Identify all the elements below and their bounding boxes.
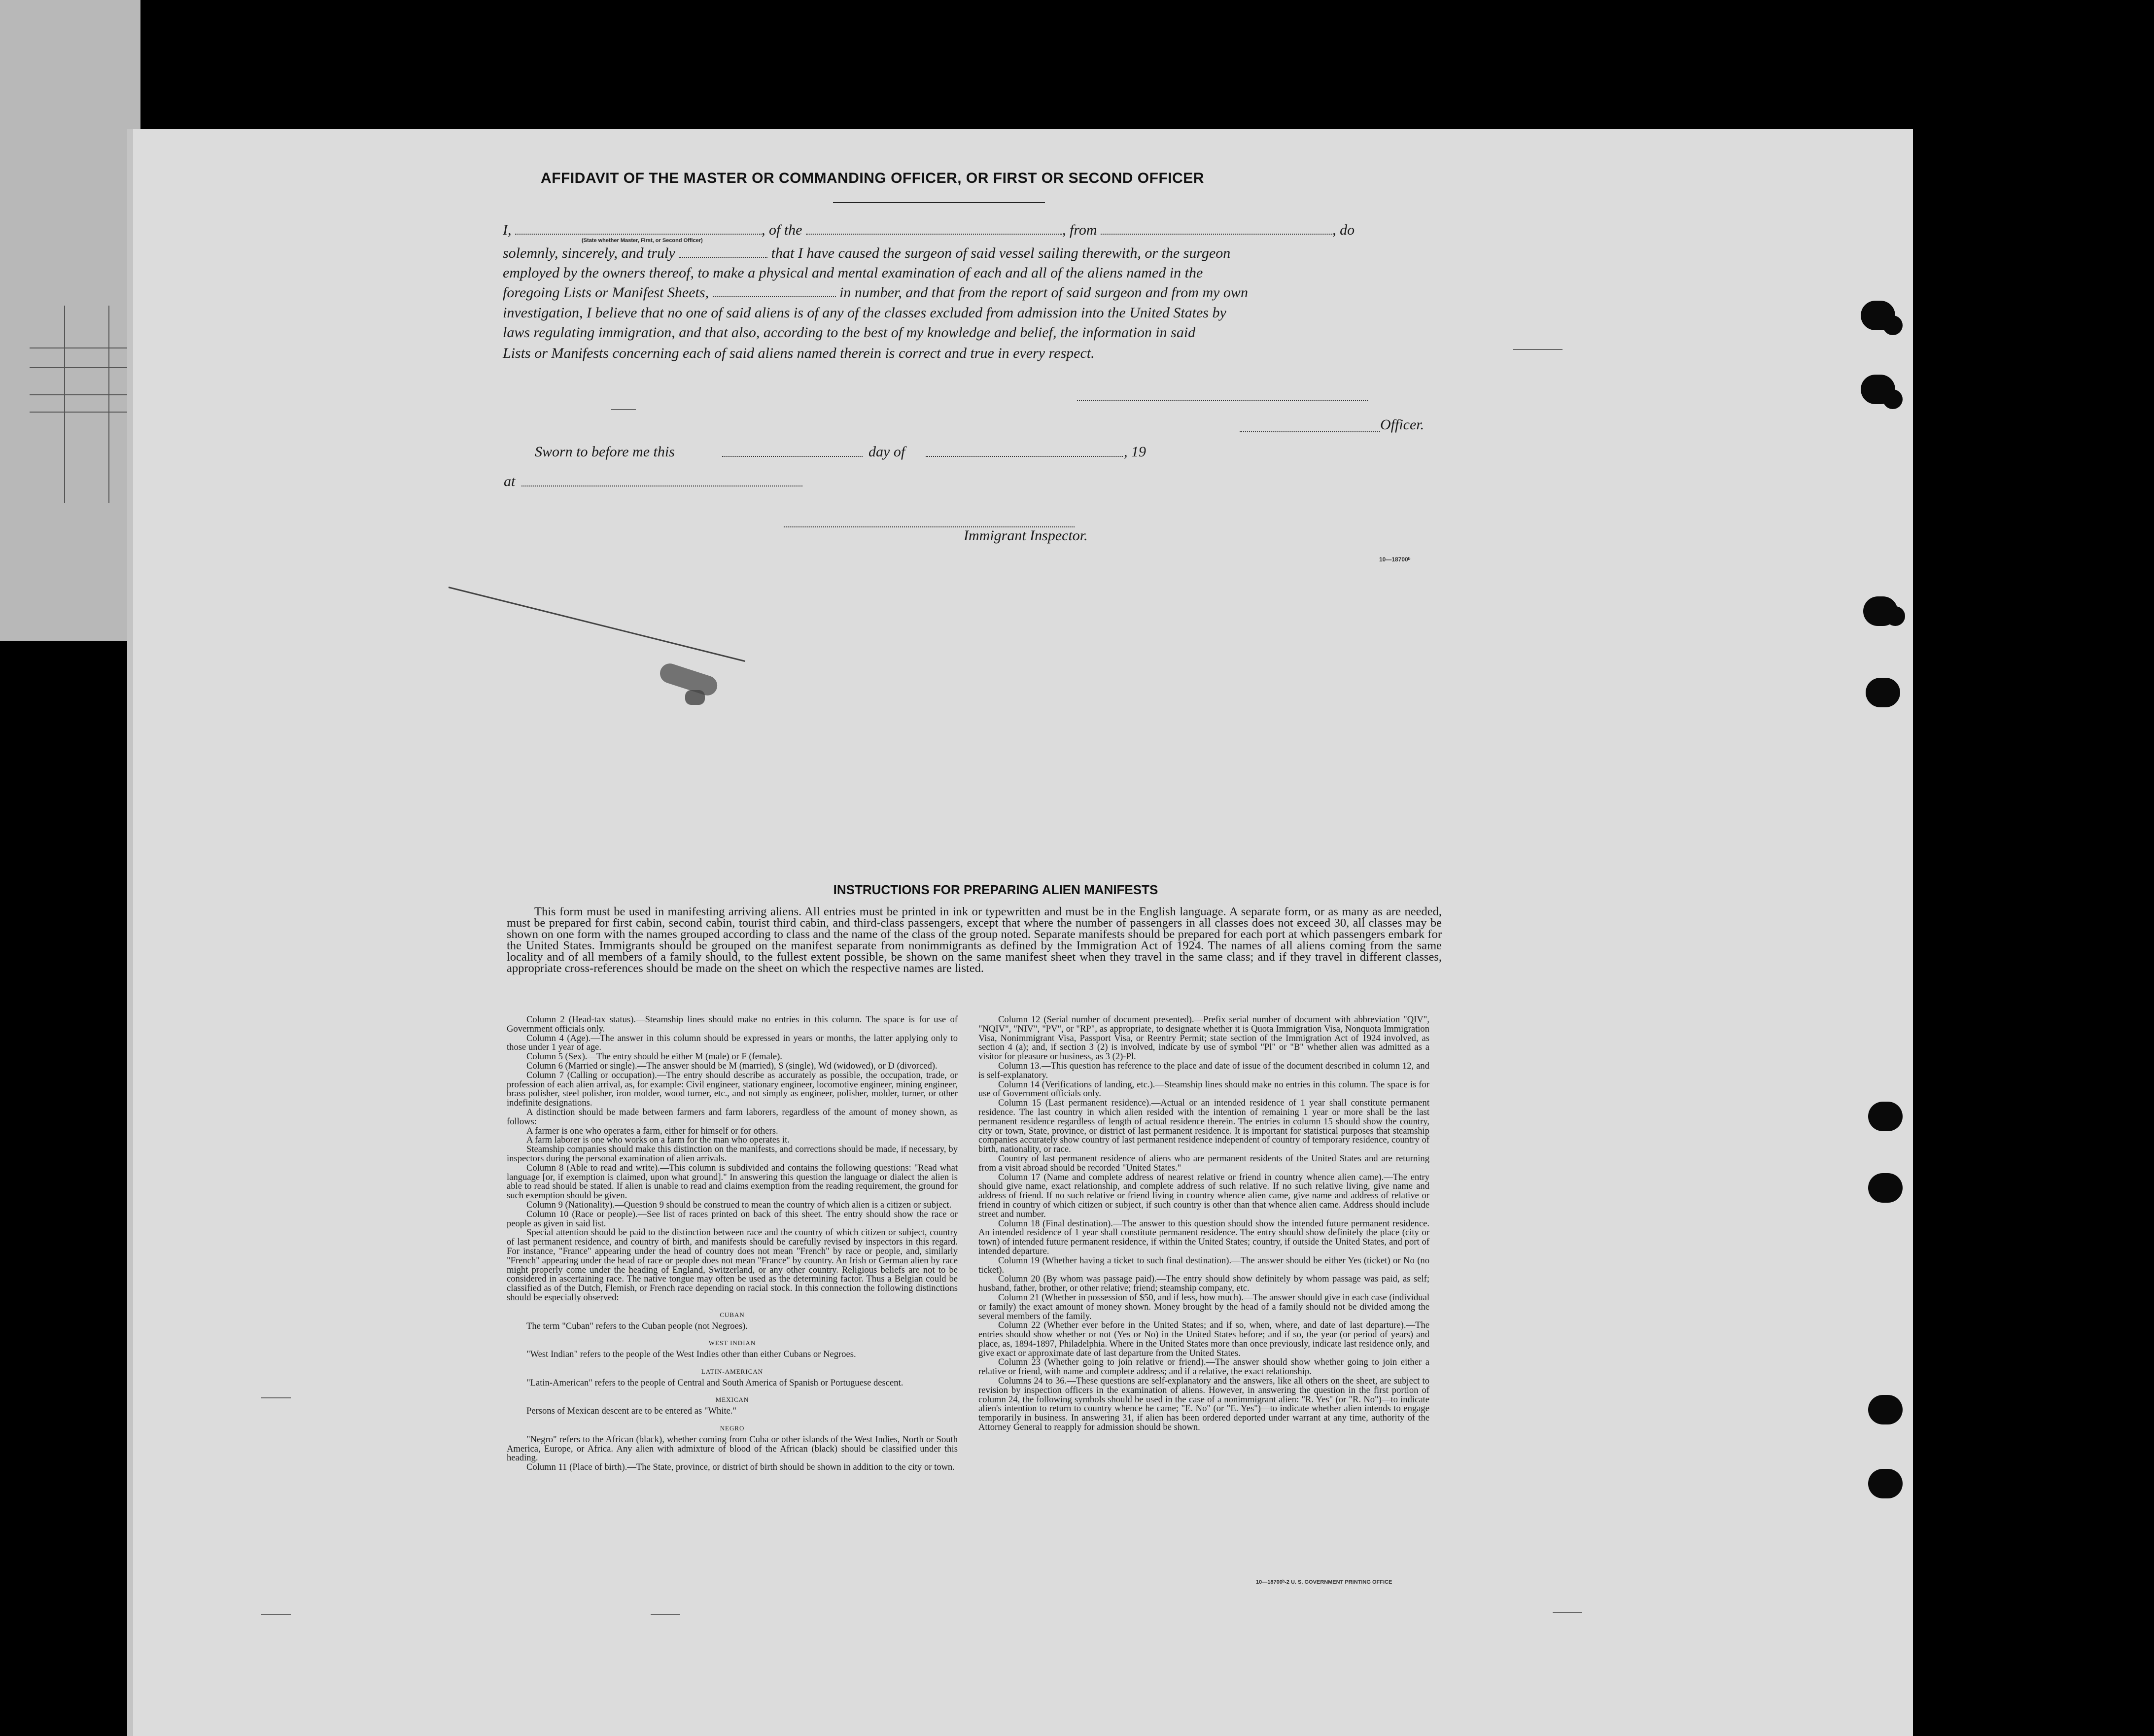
column-instruction: Column 23 (Whether going to join relative or friend).—The answer should show whether going to join either a relative or friend, with name and complete address; and if a relative, the exact relationship. — [978, 1357, 1429, 1377]
column-instruction: Column 19 (Whether having a ticket to such final destination).—The answer should be either Yes (ticket) or No (no ticket). — [978, 1255, 1429, 1275]
column-instruction: Column 22 (Whether ever before in the United States; and if so, when, where, and date of last departure).—The entries should show whether or not (Yes or No) in the United States before; and if so, the year (or period of years) and place, as, 1894-1897, Philadelphia. Where in the United States more than once previously, indicate last residence only, and give exact or approximate date of last departure from the United States. — [978, 1320, 1429, 1358]
binder-hole — [1866, 678, 1900, 707]
sworn-month-blank[interactable] — [926, 456, 1123, 457]
at-label: at — [504, 473, 516, 489]
column-instruction: Column 6 (Married or single).—The answer should be M (married), S (single), Wd (widowed), or D (divorced). — [526, 1060, 938, 1071]
page-edge — [127, 129, 133, 1736]
margin-mark — [651, 1614, 680, 1615]
column-instruction: Column 20 (By whom was passage paid).—The entry should show definitely by whom passage was paid, as self; husband, father, brother, or other relative; friend; steamship company, etc. — [978, 1274, 1429, 1294]
column-instruction: Column 14 (Verifications of landing, etc.).—Steamship lines should make no entries in this column. The space is for use of Government officials only. — [978, 1079, 1429, 1099]
column-instruction: Column 2 (Head-tax status).—Steamship lines should make no entries in this column. The space is for use of Government officials only. — [507, 1014, 958, 1034]
instructions-right-column — [978, 1015, 1429, 1432]
affidavit-line-1 — [503, 222, 1355, 239]
column-instruction: Column 10 (Race or people).—See list of races printed on back of this sheet. The entry should show the race or people as given in said list. — [507, 1209, 958, 1229]
race-heading-west-indian: WEST INDIAN — [708, 1339, 756, 1347]
race-definition: The term "Cuban" refers to the Cuban people (not Negroes). — [526, 1320, 748, 1331]
affidavit-line-5: investigation, I believe that no one of said aliens is of any of the classes excluded from admission into the United States by — [503, 305, 1226, 321]
affidavit-text: I, — [503, 222, 512, 238]
instructions-intro: This form must be used in manifesting arriving aliens. All entries must be printed in ink or typewritten and must be in the English language. A separate form, or as many as are needed, must be prepared for first cabin, second cabin, tourist third cabin, and third-class passengers, except that where the number of passengers in all classes does not exceed 30, all classes may be shown on one form with the names grouped according to class and the name of the class of the group noted. Separate manifests should be prepared for each port at which passengers embark for the United States. Immigrants should be grouped on the manifest separate from nonimmigrants as defined by the Immigration Act of 1924. The names of all aliens coming from the same locality and of all members of a family should, to the fullest extent possible, be shown on the same manifest sheet when they travel in the same class; and if they travel in different classes, appropriate cross-references should be made on the sheet on which the respective names are listed. — [507, 905, 1442, 975]
affidavit-line-4 — [503, 284, 1248, 301]
officer-title-line[interactable] — [1240, 431, 1380, 432]
affidavit-text: that I have caused the surgeon of said vessel sailing therewith, or the surgeon — [771, 245, 1231, 261]
binder-hole — [1868, 1102, 1903, 1131]
race-definition: "West Indian" refers to the people of the West Indies other than either Cubans or Negroes. — [526, 1349, 856, 1360]
race-heading-cuban: CUBAN — [720, 1311, 745, 1319]
stub-rule — [30, 367, 138, 368]
stub-rule — [108, 306, 109, 503]
affidavit-text: foregoing Lists or Manifest Sheets, — [503, 284, 709, 301]
inspector-label: Immigrant Inspector. — [964, 527, 1088, 544]
column-instruction: Column 21 (Whether in possession of $50, and if less, how much).—The answer should give in each case (individual or family) the exact amount of money shown. Money brought by the head of a family should not be divided among the several members of the family. — [978, 1292, 1429, 1321]
form-number: 10—18700ᵇ — [1379, 556, 1411, 563]
year-label: , 19 — [1124, 444, 1146, 460]
column-instruction: Column 18 (Final destination).—The answer to this question should show the intended future permanent residence. An intended residence of 1 year shall constitute permanent residence. The entry should show definitely the place (city or town) of intended future permanent residence, if within the United States; country, if outside the United States, and port of intended departure. — [978, 1218, 1429, 1256]
sworn-day-blank[interactable] — [722, 456, 863, 457]
departure-port-blank[interactable] — [1101, 231, 1332, 235]
affidavit-line-7: Lists or Manifests concerning each of said aliens named therein is correct and true in every respect. — [503, 345, 1095, 361]
margin-mark — [611, 409, 636, 410]
ink-smudge — [685, 690, 705, 705]
affidavit-line-6: laws regulating immigration, and that also, according to the best of my knowledge and belief, the information in said — [503, 324, 1196, 341]
affidavit-text: solemnly, sincerely, and truly — [503, 245, 675, 261]
affidavit-text: , of the — [762, 222, 802, 238]
affidavit-line-2 — [503, 245, 1230, 262]
column-instruction: Steamship companies should make this distinction on the manifests, and corrections should be made, if necessary, by inspectors during the personal examination of alien arrivals. — [507, 1144, 958, 1164]
number-of-sheets-blank[interactable] — [713, 293, 836, 297]
affidavit-title: AFFIDAVIT OF THE MASTER OR COMMANDING OFFICER, OR FIRST OR SECOND OFFICER — [541, 170, 1204, 186]
stub-rule — [30, 412, 138, 413]
column-instruction: Column 9 (Nationality).—Question 9 should be construed to mean the country of which alien is a citizen or subject. — [526, 1199, 952, 1210]
race-definition: "Negro" refers to the African (black), whether coming from Cuba or other islands of the West Indies, North or South America, Europe, or Africa. Any alien with admixture of blood of the African (black) should be classified under this heading. — [507, 1434, 958, 1463]
race-heading-latin-american: LATIN-AMERICAN — [701, 1367, 764, 1375]
title-underline — [833, 202, 1045, 203]
margin-mark — [261, 1614, 291, 1615]
column-instruction: Country of last permanent residence of aliens who are permanent residents of the United States and are returning from a visit abroad should be recorded "United States." — [978, 1153, 1429, 1173]
column-instruction: A farm laborer is one who works on a farm for the man who operates it. — [526, 1135, 790, 1146]
race-heading-mexican: MEXICAN — [715, 1396, 749, 1404]
column-instruction: Column 12 (Serial number of document presented).—Prefix serial number of document with abbreviation "QIV", "NQIV", "NIV", "PV", or "RP", as appropriate, to designate whether it is Quota Immigration Visa, Nonquota Immigration Visa, Nonimmigrant Visa, Passport Visa, or Reentry Permit; state section of the Immigration Act of 1924 involved, as section 4 (a); and, if section 3 (2) is involved, indicate by use of symbol "Pl" or "B" whether alien was admitted as a visitor for pleasure or business, as 3 (2)-Pl. — [978, 1014, 1429, 1062]
binder-hole — [1883, 315, 1903, 335]
stub-rule — [64, 306, 65, 503]
column-instruction: A farmer is one who operates a farm, either for himself or for others. — [526, 1125, 778, 1136]
vessel-name-blank[interactable] — [806, 231, 1062, 235]
column-instruction: Columns 24 to 36.—These questions are self-explanatory and the answers, like all others on the sheet, are subject to revision by inspection officers in the examination of aliens. However, in answering the question in the first portion of column 24, the following symbols should be used in the case of a nonimmigrant alien: "R. Yes" (or "R. No")—to indicate alien's intention to return to country whence he came; "E. No" (or "E. Yes")—to indicate whether alien intends to engage temporarily in business. In answering 31, if alien has been ordered deported under warrant at any time, authority of the Attorney General to reapply for admission should be shown. — [978, 1376, 1429, 1433]
officer-rank-blank[interactable] — [515, 231, 762, 235]
oath-blank[interactable] — [679, 254, 767, 258]
day-of-label: day of — [869, 444, 905, 460]
column-instruction: Column 13.—This question has reference to the place and date of issue of the document described in column 12, and is self-explanatory. — [978, 1060, 1429, 1080]
column-instruction: Column 11 (Place of birth).—The State, province, or district of birth should be shown in addition to the city or town. — [526, 1462, 955, 1473]
binder-hole — [1868, 1395, 1903, 1424]
binder-hole — [1885, 606, 1905, 626]
officer-label: Officer. — [1380, 417, 1424, 433]
stub-rule — [30, 347, 138, 348]
affidavit-text: in number, and that from the report of said surgeon and from my own — [839, 284, 1248, 301]
column-instruction: Column 17 (Name and complete address of nearest relative or friend in country whence alien came).—The entry should give name, exact relationship, and complete address of such relative. If no such relative living, give name and address of friend. If no such relative or friend living in country whence alien came, give name and address of relative or friend in country of which citizen or subject, if such country is other than that whence alien came. Address should include street and number. — [978, 1172, 1429, 1219]
adjacent-page-stub — [0, 0, 140, 641]
margin-mark — [261, 1397, 291, 1398]
affidavit-text: , from — [1062, 222, 1097, 238]
column-instruction: Column 15 (Last permanent residence).—Actual or an intended residence of 1 year shall constitute permanent residence. The last country in which alien resided with the intention of remaining 1 year or more shall be the last permanent residence regardless of length of actual residence therein. The entries in column 15 should show the country, city or town, State, province, or district of last permanent residence. It is important for statistical purposes that steamship companies accurately show country of last permanent residence independent of country of temporary residence, country of birth, nationality, or race. — [978, 1098, 1429, 1155]
column-instruction: Special attention should be paid to the distinction between race and the country of which citizen or subject, country of last permanent residence, and country of birth, and manifests should be carefully revised by inspectors in this regard. For instance, "France" appearing under the head of country does not mean "French" by race or people, and, similarly "French" appearing under the head of race or people does not mean "France" by country. An Irish or German alien by race might properly come under the heading of England, Switzerland, or any other country. Religious beliefs are not to be considered in ascertaining race. The native tongue may often be used as the determining factor. Thus a Belgian could be classified as of the Dutch, Flemish, or French race depending on racial stock. In this connection the following distinctions should be especially observed: — [507, 1227, 958, 1303]
binder-hole — [1868, 1173, 1903, 1203]
race-definition: Persons of Mexican descent are to be entered as "White." — [526, 1406, 737, 1417]
affidavit-text: , do — [1332, 222, 1355, 238]
binder-hole — [1883, 389, 1903, 409]
instructions-title: INSTRUCTIONS FOR PREPARING ALIEN MANIFESTS — [833, 882, 1158, 897]
instructions-left-column — [507, 1015, 958, 1472]
sworn-label: Sworn to before me this — [535, 444, 675, 460]
margin-mark — [1553, 1612, 1582, 1613]
column-instruction: Column 7 (Calling or occupation).—The entry should describe as accurately as possible, the occupation, trade, or profession of each alien arrival, as, for example: Civil engineer, stationary engineer, locomotive engineer, mining engineer, brass polisher, steel polisher, iron molder, wood turner, etc., and not simply as engineer, polisher, molder, turner, or other indefinite designations. — [507, 1070, 958, 1109]
affidavit-line-3: employed by the owners thereof, to make a physical and mental examination of each and all of the aliens named in the — [503, 265, 1203, 281]
column-instruction: Column 4 (Age).—The answer in this column should be expressed in years or months, the latter applying only to those under 1 year of age. — [507, 1033, 958, 1053]
column-instruction: Column 5 (Sex).—The entry should be either M (male) or F (female). — [526, 1051, 782, 1062]
race-heading-negro: NEGRO — [720, 1424, 745, 1432]
margin-mark — [1513, 349, 1563, 350]
column-instruction: Column 8 (Able to read and write).—This column is subdivided and contains the following questions: "Read what language [or, if exemption is claimed, upon what ground]." In answering this question the language or dialect the alien is able to read should be stated. If alien is unable to read and claims exemption from the reading requirement, the ground for such exemption should be given. — [507, 1162, 958, 1201]
race-definition: "Latin-American" refers to the people of Central and South America of Spanish or Portuguese descent. — [526, 1377, 903, 1388]
printer-mark: 10—18700ᵇ-2 U. S. GOVERNMENT PRINTING OFFICE — [1256, 1579, 1392, 1585]
binder-hole — [1868, 1469, 1903, 1498]
officer-signature-line[interactable] — [1077, 400, 1368, 401]
column-instruction: A distinction should be made between farmers and farm laborers, regardless of the amount of money shown, as follows: — [507, 1107, 958, 1127]
stub-rule — [30, 394, 138, 395]
rank-note: (State whether Master, First, or Second Officer) — [582, 238, 703, 243]
